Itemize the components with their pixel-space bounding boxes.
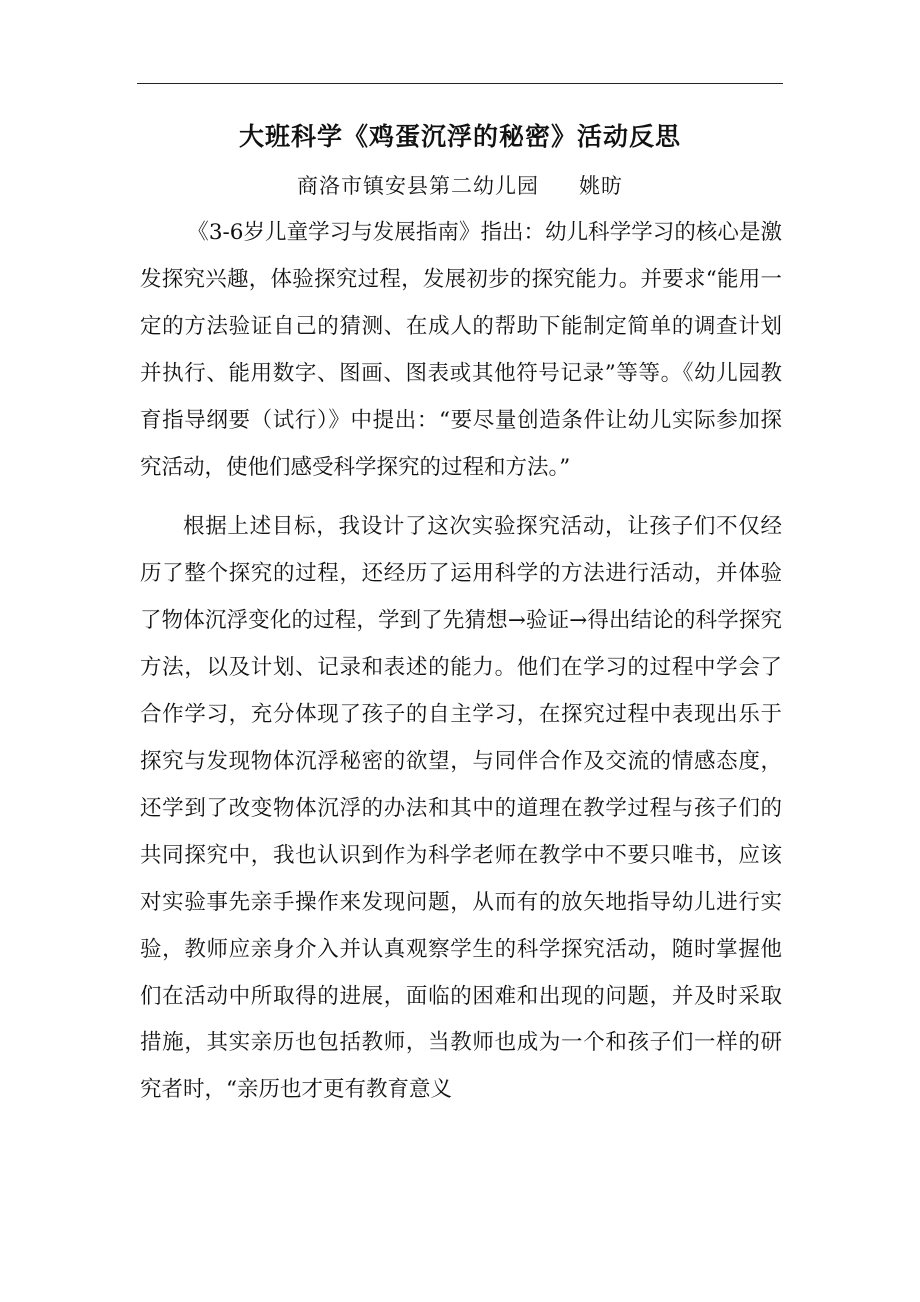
header-rule (137, 83, 783, 84)
byline (137, 169, 783, 203)
paragraph: 根据上述目标，我设计了这次实验探究活动，让孩子们不仅经历了整个探究的过程，还经历了运用科学的方法进行活动，并体验了物体沉浮变化的过程，学到了先猜想→验证→得出结论的科学探究方法，以及计划、记录和表述的能力。他们在学习的过程中学会了合作学习，充分体现了孩子的自主学习，在探究过程中表现出乐于探究与发现物体沉浮秘密的欲望，与同伴合作及交流的情感态度，还学到了改变物体沉浮的办法和其中的道理在教学过程与孩子们的共同探究中，我也认识到作为科学老师在教学中不要只唯书，应该对实验事先亲手操作来发现问题，从而有的放矢地指导幼儿进行实验，教师应亲身介入并认真观察学生的科学探究活动，随时掌握他们在活动中所取得的进展，面临的困难和出现的问题，并及时采取措施，其实亲历也包括教师，当教师也成为一个和孩子们一样的研究者时，“亲历也才更有教育意义 (140, 514, 782, 1103)
document-title: 大班科学《鸡蛋沉浮的秘密》活动反思 (238, 122, 681, 151)
byline-author: 姚昉 (579, 174, 623, 198)
paragraph: 《3-6岁儿童学习与发展指南》指出：幼儿科学学习的核心是激发探究兴趣，体验探究过程，发展初步的探究能力。并要求“能用一定的方法验证自己的猜测、在成人的帮助下能制定简单的调查计划并执行、能用数字、图画、图表或其他符号记录”等等。《幼儿园教育指导纲要（试行）》中提出：“要尽量创造条件让幼儿实际参加探究活动，使他们感受科学探究的过程和方法。” (140, 220, 782, 480)
body-text (140, 210, 782, 1114)
byline-organization: 商洛市镇安县第二幼儿园 (297, 174, 539, 198)
